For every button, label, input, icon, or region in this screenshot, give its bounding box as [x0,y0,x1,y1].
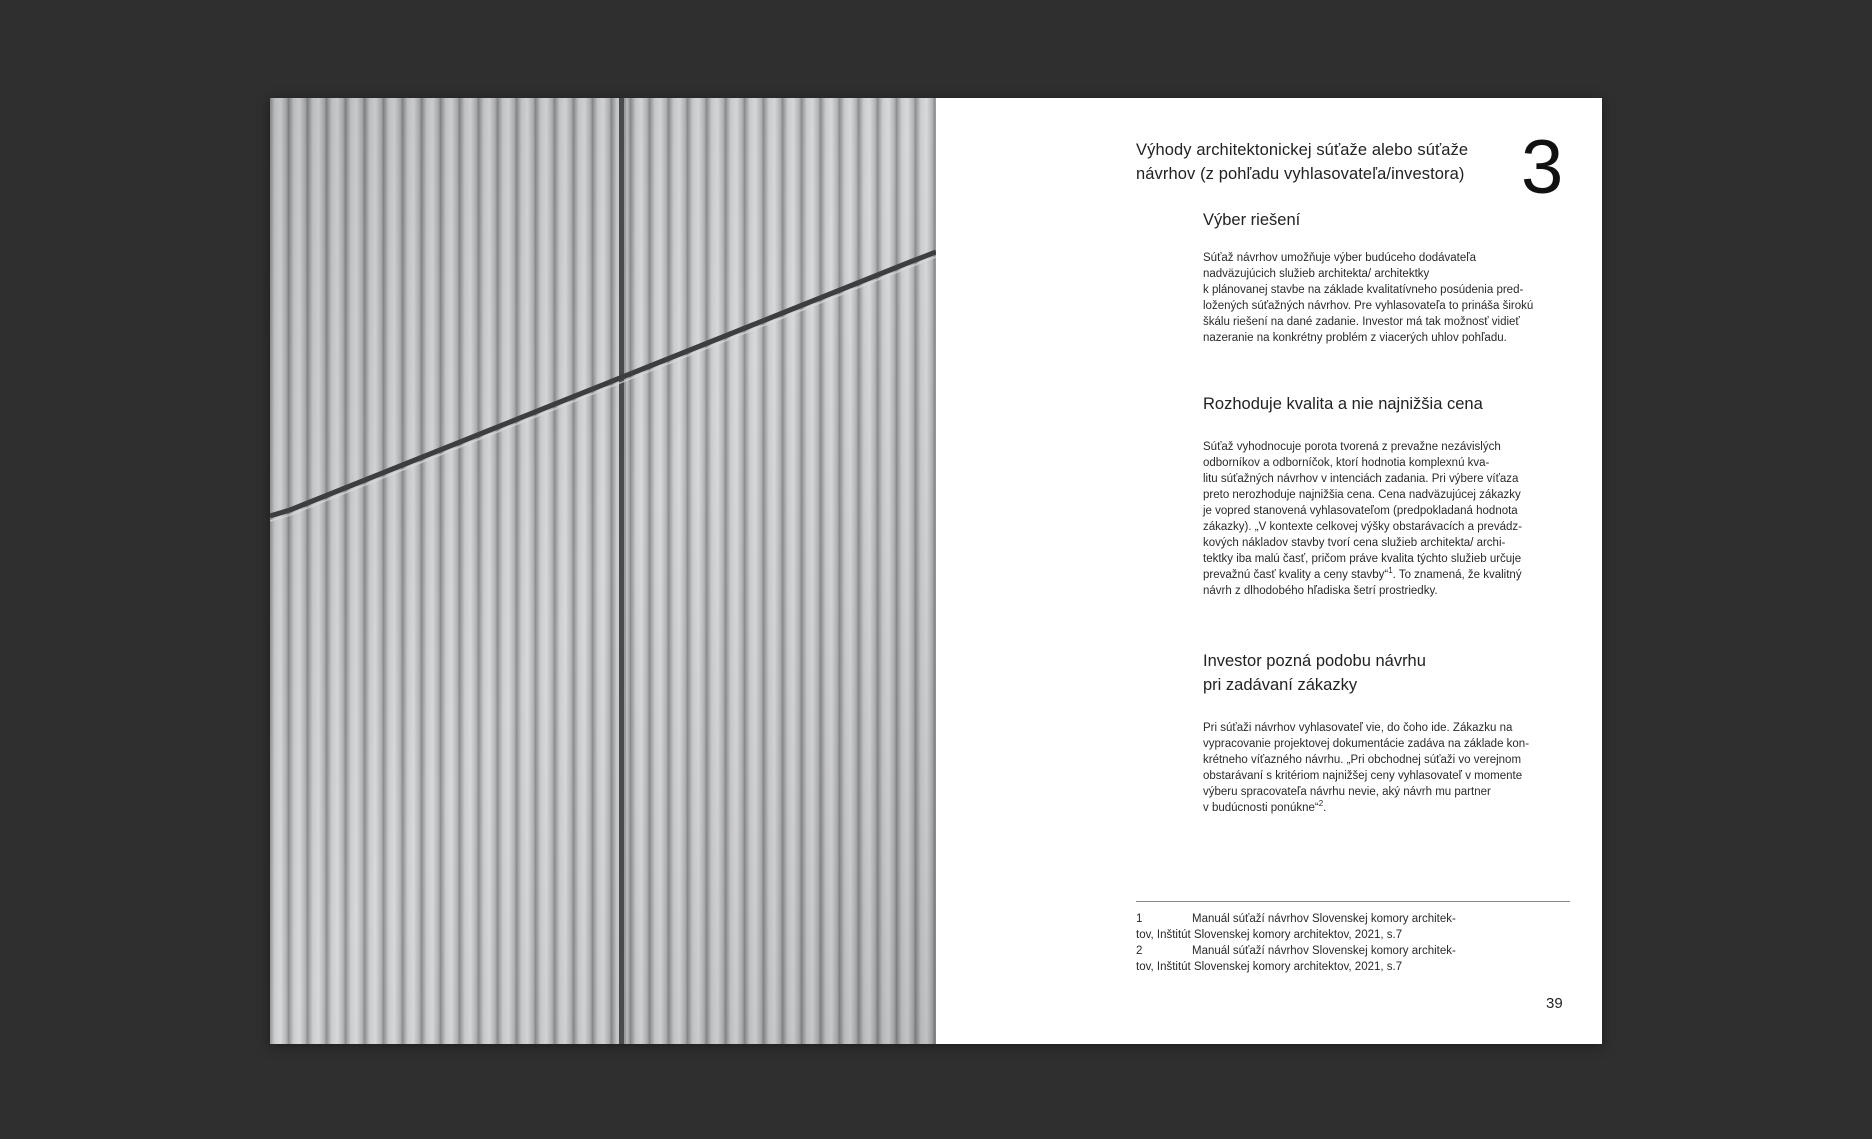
body-line: nadväzujúcich služieb architekta/ architektky [1203,268,1430,280]
body-line: . [1323,802,1327,814]
footnote-divider [1136,901,1570,902]
body-line: obstarávaní s kritériom najnižšej ceny vyhlasovateľ v momente [1203,770,1523,782]
section-vyber-rieseni [1203,208,1573,346]
footnote-number: 2 [1136,945,1143,957]
body-line: nazeranie na konkrétny problém z viacerých uhlov pohľadu. [1203,332,1507,344]
body-line: preto nerozhoduje najnižšia cena. Cena nadväzujúcej zákazky [1203,489,1521,501]
body-line: krétneho víťazného návrhu. „Pri obchodnej súťaži vo verejnom [1203,754,1522,766]
footnote-text: Manuál súťaží návrhov Slovenskej komory architek- [1192,945,1456,957]
body-line: k plánovanej stavbe na základe kvalitatívneho posúdenia pred- [1203,284,1524,296]
body-line: vypracovanie projektovej dokumentácie zadáva na základe kon- [1203,738,1530,750]
footnote-text: tov, Inštitút Slovenskej komory architektov, 2021, s.7 [1136,929,1403,941]
chapter-title-line: Výhody architektonickej súťaže alebo súťaže [1136,141,1469,159]
section-body [1203,720,1573,816]
footnote-ref[interactable]: 1 [1388,566,1393,576]
body-line: zákazky). „V kontexte celkovej výšky obstarávacích a prevádz- [1203,521,1522,533]
fluted-concrete-facade-image [270,98,936,1044]
body-line: odborníkov a odborníčok, ktorí hodnotia komplexnú kva- [1203,457,1490,469]
section-body [1203,439,1573,599]
body-line: prevažnú časť kvality a ceny stavby“ [1203,569,1389,581]
section-rozhoduje-kvalita [1203,392,1573,599]
body-line: tektky iba malú časť, pričom práve kvalita týchto služieb určuje [1203,553,1522,565]
footnote-ref[interactable]: 2 [1318,799,1324,809]
section-heading [1203,649,1573,697]
footnotes [1136,911,1506,975]
body-line: je vopred stanovená vyhlasovateľom (predpokladaná hodnota [1203,505,1518,517]
body-line: v budúcnosti ponúkne“ [1203,802,1319,814]
body-line: Súťaž vyhodnocuje porota tvorená z prevažne nezávislých [1203,441,1501,453]
footnote-text: tov, Inštitút Slovenskej komory architektov, 2021, s.7 [1136,961,1403,973]
section-heading: Rozhoduje kvalita a nie najnižšia cena [1203,395,1483,413]
body-line: ložených súťažných návrhov. Pre vyhlasovateľa to prináša širokú [1203,300,1534,312]
footnote-number: 1 [1136,913,1143,925]
section-heading: Výber riešení [1203,211,1301,229]
page-number: 39 [1546,995,1563,1012]
body-line: Pri súťaži návrhov vyhlasovateľ vie, do čoho ide. Zákazku na [1203,722,1513,734]
body-line: litu súťažných návrhov v intenciách zadania. Pri výbere víťaza [1203,473,1519,485]
body-line: návrh z dlhodobého hľadiska šetrí prostriedky. [1203,585,1438,597]
footnote [1136,943,1506,975]
book-spread [270,98,1602,1044]
body-line: kových nákladov stavby tvorí cena služieb architekta/ archi- [1203,537,1506,549]
heading-line: pri zadávaní zákazky [1203,676,1358,694]
section-body [1203,250,1573,346]
heading-line: Investor pozná podobu návrhu [1203,652,1426,670]
chapter-title [1136,138,1496,186]
body-line: škálu riešení na dané zadanie. Investor má tak možnosť vidieť [1203,316,1520,328]
text-page [936,98,1602,1044]
chapter-number: 3 [1521,125,1564,210]
footnote-text: Manuál súťaží návrhov Slovenskej komory architek- [1192,913,1456,925]
footnote [1136,911,1506,943]
facade-photo-graphic [270,98,936,1044]
body-line: výberu spracovateľa návrhu nevie, aký návrh mu partner [1203,786,1491,798]
body-line: Súťaž návrhov umožňuje výber budúceho dodávateľa [1203,252,1476,264]
section-investor-pozna [1203,649,1573,816]
chapter-title-line: návrhov (z pohľadu vyhlasovateľa/investora) [1136,165,1465,183]
body-line: . To znamená, že kvalitný [1392,569,1522,581]
